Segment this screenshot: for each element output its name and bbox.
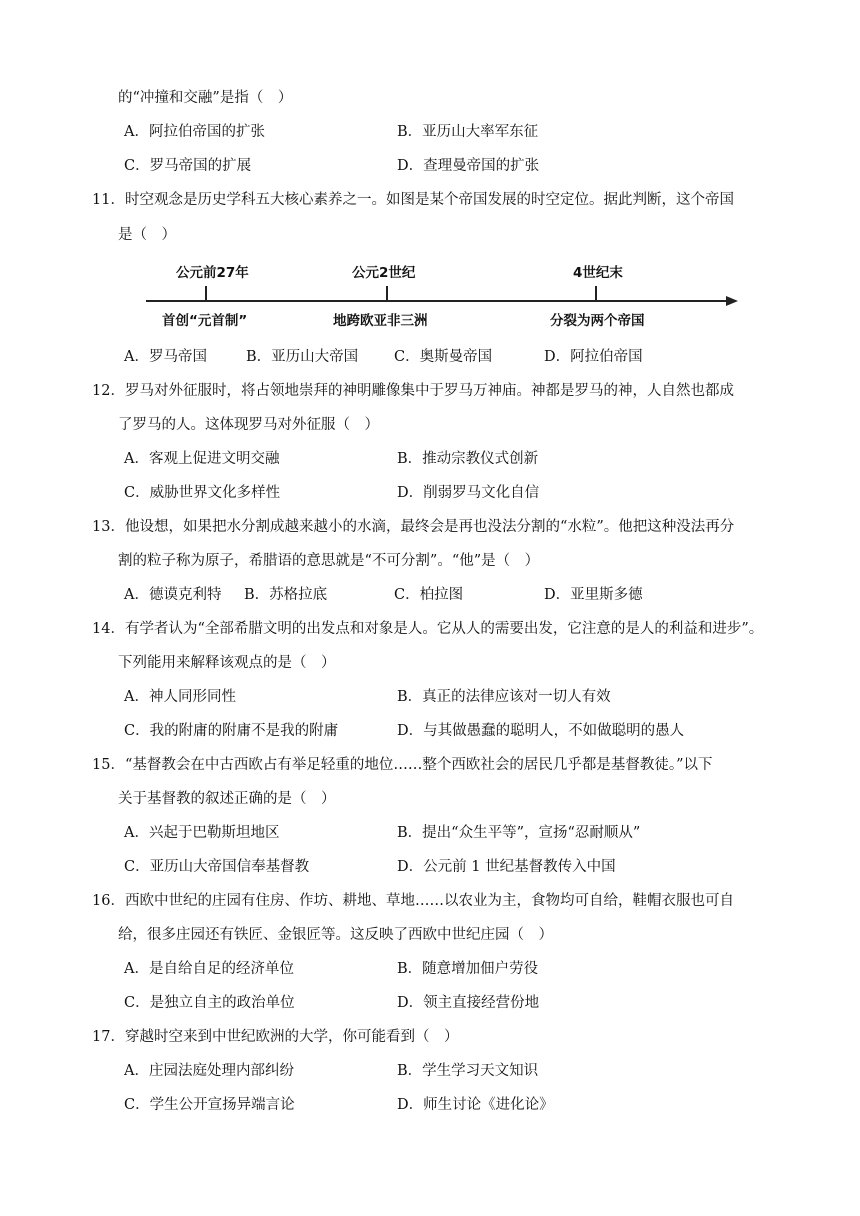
- question-14-option-a[interactable]: A．神人同形同性: [124, 689, 236, 705]
- question-14-option-d[interactable]: D．与其做愚蠢的聪明人，不如做聪明的愚人: [397, 723, 685, 739]
- question-17-option-d[interactable]: D．师生讨论《进化论》: [397, 1097, 554, 1113]
- question-13-stem-cont: 割的粒子称为原子，希腊语的意思就是“不可分割”。“他”是（ ）: [118, 553, 540, 569]
- timeline-date-1: 公元前27年: [176, 265, 249, 281]
- question-10-option-d[interactable]: D．查理曼帝国的扩张: [397, 158, 540, 174]
- question-11-stem: 11．时空观念是历史学科五大核心素养之一。如图是某个帝国发展的时空定位。据此判断，这个帝国: [92, 192, 734, 208]
- question-13-option-b[interactable]: B．苏格拉底: [244, 587, 328, 603]
- question-13-option-a[interactable]: A．德谟克利特: [124, 587, 222, 603]
- question-10-option-b[interactable]: B．亚历山大率军东征: [397, 124, 539, 140]
- question-16-option-a[interactable]: A．是自给自足的经济单位: [124, 961, 294, 977]
- question-14-option-b[interactable]: B．真正的法律应该对一切人有效: [397, 689, 611, 705]
- question-13-option-c[interactable]: C．柏拉图: [394, 587, 464, 603]
- question-11-option-c[interactable]: C．奥斯曼帝国: [394, 349, 493, 365]
- question-15-option-a[interactable]: A．兴起于巴勒斯坦地区: [124, 825, 280, 841]
- timeline-date-3: 4世纪末: [573, 265, 623, 281]
- question-11-option-a[interactable]: A．罗马帝国: [124, 349, 207, 365]
- question-12-option-c[interactable]: C．威胁世界文化多样性: [124, 485, 281, 501]
- empire-timeline-diagram: [140, 258, 750, 338]
- question-15-option-d[interactable]: D．公元前 1 世纪基督教传入中国: [397, 859, 616, 875]
- timeline-event-3: 分裂为两个帝国: [550, 313, 645, 329]
- question-12-option-d[interactable]: D．削弱罗马文化自信: [397, 485, 540, 501]
- question-13-stem: 13．他设想，如果把水分割成越来越小的水滴，最终会是再也没法分割的“水粒”。他把这种没法再分: [92, 519, 735, 535]
- question-10-stem-tail: 的“冲撞和交融”是指（ ）: [118, 90, 293, 106]
- question-16-option-b[interactable]: B．随意增加佃户劳役: [397, 961, 539, 977]
- question-11-stem-cont: 是（ ）: [118, 227, 176, 243]
- timeline-event-2: 地跨欧亚非三洲: [333, 313, 428, 329]
- question-15-stem-cont: 关于基督教的叙述正确的是（ ）: [118, 791, 336, 807]
- question-12-option-b[interactable]: B．推动宗教仪式创新: [397, 451, 539, 467]
- question-15-stem: 15．“基督教会在中古西欧占有举足轻重的地位……整个西欧社会的居民几乎都是基督教徒。”以下: [92, 757, 713, 773]
- question-11-option-d[interactable]: D．阿拉伯帝国: [544, 349, 643, 365]
- question-15-option-b[interactable]: B．提出“众生平等”，宣扬“忍耐顺从”: [397, 825, 641, 841]
- timeline-date-2: 公元2世纪: [352, 265, 416, 281]
- question-16-option-d[interactable]: D．领主直接经营份地: [397, 995, 540, 1011]
- question-14-stem: 14．有学者认为“全部希腊文明的出发点和对象是人。它从人的需要出发，它注意的是人的利益和进步”。: [92, 621, 764, 637]
- question-14-stem-cont: 下列能用来解释该观点的是（ ）: [118, 655, 336, 671]
- question-14-option-c[interactable]: C．我的附庸的附庸不是我的附庸: [124, 723, 339, 739]
- question-10-option-a[interactable]: A．阿拉伯帝国的扩张: [124, 124, 265, 140]
- question-15-option-c[interactable]: C．亚历山大帝国信奉基督教: [124, 859, 310, 875]
- timeline-arrowhead-icon: [726, 296, 738, 306]
- question-16-option-c[interactable]: C．是独立自主的政治单位: [124, 995, 295, 1011]
- question-12-option-a[interactable]: A．客观上促进文明交融: [124, 451, 280, 467]
- timeline-event-1: 首创“元首制”: [162, 313, 248, 329]
- question-16-stem-cont: 给，很多庄园还有铁匠、金银匠等。这反映了西欧中世纪庄园（ ）: [118, 927, 553, 943]
- question-13-option-d[interactable]: D．亚里斯多德: [544, 587, 643, 603]
- question-12-stem-cont: 了罗马的人。这体现罗马对外征服（ ）: [118, 417, 379, 433]
- question-17-stem: 17．穿越时空来到中世纪欧洲的大学，你可能看到（ ）: [92, 1029, 459, 1045]
- question-17-option-b[interactable]: B．学生学习天文知识: [397, 1063, 539, 1079]
- question-11-option-b[interactable]: B．亚历山大帝国: [246, 349, 359, 365]
- question-12-stem: 12．罗马对外征服时，将占领地崇拜的神明雕像集中于罗马万神庙。神都是罗马的神，人自然也都成: [92, 383, 734, 399]
- question-16-stem: 16．西欧中世纪的庄园有住房、作坊、耕地、草地……以农业为主，食物均可自给，鞋帽衣服也可自: [92, 893, 734, 909]
- question-17-option-c[interactable]: C．学生公开宣扬异端言论: [124, 1097, 295, 1113]
- question-10-option-c[interactable]: C．罗马帝国的扩展: [124, 158, 252, 174]
- question-17-option-a[interactable]: A．庄园法庭处理内部纠纷: [124, 1063, 294, 1079]
